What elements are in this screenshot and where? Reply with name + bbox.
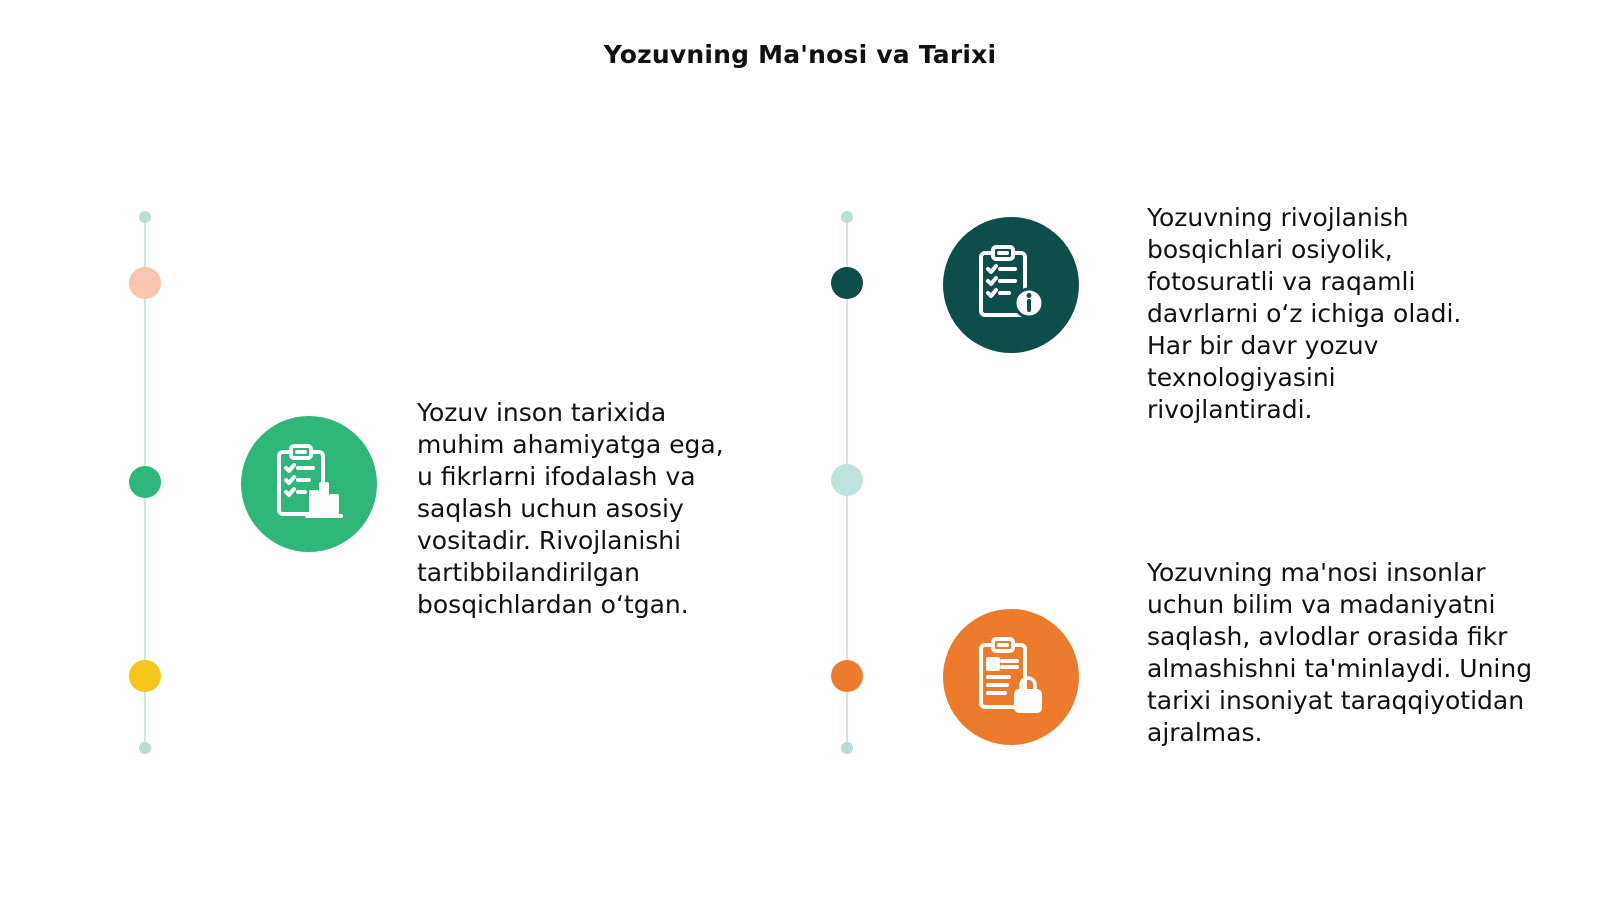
item-text-1: Yozuv inson tarixida muhim ahamiyatga ega, u fikrlarni ifodalash va saqlash uchun asosiy vositadir. Rivojlanishi tartibbilandirilgan bosqichlardan o‘tgan. <box>417 398 724 619</box>
right-timeline-dot-light-teal <box>831 464 863 496</box>
clipboard-lock-icon <box>943 609 1079 745</box>
item-text-3: Yozuvning ma'nosi insonlar uchun bilim va madaniyatni saqlash, avlodlar orasida fikr almashishni ta'minlaydi. Uning tarixi insoniyat taraqqiyotidan ajralmas. <box>1147 558 1533 747</box>
clipboard-chart-icon <box>241 416 377 552</box>
left-timeline-end-dot <box>139 742 151 754</box>
left-timeline-dot-yellow <box>129 660 161 692</box>
item-text-2: Yozuvning rivojlanish bosqichlari osiyolik, fotosuratli va raqamli davrlarni o‘z ichiga oladi. Har bir davr yozuv texnologiyasini rivojlantiradi. <box>1147 203 1462 424</box>
right-timeline-dot-orange <box>831 660 863 692</box>
left-timeline-dot-green <box>129 466 161 498</box>
clipboard-info-icon <box>943 217 1079 353</box>
left-timeline-start-dot <box>139 211 151 223</box>
right-timeline-start-dot <box>841 211 853 223</box>
right-timeline-dot-dark-teal <box>831 267 863 299</box>
right-timeline-end-dot <box>841 742 853 754</box>
left-timeline-dot-peach <box>129 267 161 299</box>
page-title: Yozuvning Ma'nosi va Tarixi <box>603 40 997 69</box>
